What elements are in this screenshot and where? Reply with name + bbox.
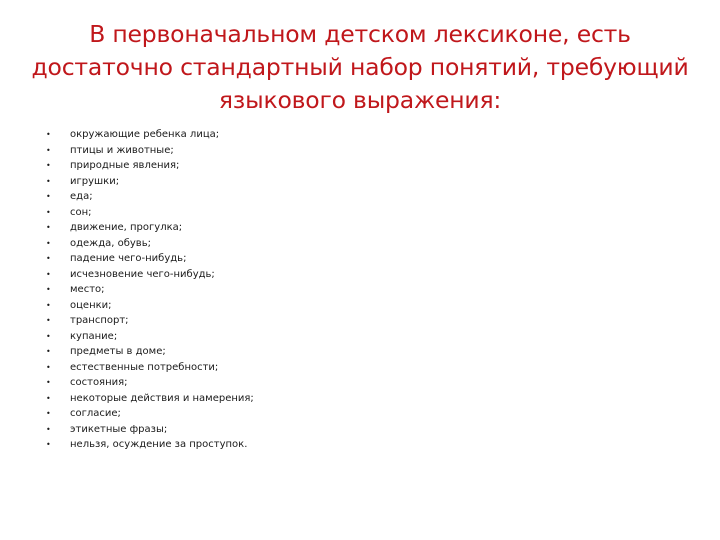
bullet-icon: • (46, 300, 51, 310)
list-item-text: одежда, обувь; (70, 237, 151, 249)
list-item (46, 329, 254, 345)
list-item (46, 298, 254, 314)
bullet-icon: • (46, 316, 51, 326)
list-item (46, 344, 254, 360)
bullet-icon: • (46, 378, 51, 388)
list-item-text: состояния; (70, 377, 128, 389)
slide-title: В первоначальном детском лексиконе, есть достаточно стандартный набор понятий, требующий языкового выражения: (31, 20, 689, 114)
bullet-icon: • (46, 192, 51, 202)
list-item (46, 360, 254, 376)
list-item (46, 251, 254, 267)
list-item-text: предметы в доме; (70, 346, 166, 358)
bullet-icon: • (46, 285, 51, 295)
list-item (46, 189, 254, 205)
list-item (46, 406, 254, 422)
bullet-icon: • (46, 145, 51, 155)
list-item-text: птицы и животные; (70, 144, 174, 156)
list-item-text: купание; (70, 330, 118, 342)
bullet-icon: • (46, 440, 51, 450)
list-item-text: еда; (70, 191, 93, 203)
list-item (46, 437, 254, 453)
list-item-text: движение, прогулка; (70, 222, 183, 234)
bullet-icon: • (46, 424, 51, 434)
list-item (46, 391, 254, 407)
bullet-icon: • (46, 393, 51, 403)
bullet-icon: • (46, 161, 51, 171)
list-item-text: игрушки; (70, 175, 120, 187)
list-item (46, 127, 254, 143)
list-item (46, 313, 254, 329)
list-item-text: оценки; (70, 299, 112, 311)
list-item (46, 220, 254, 236)
list-item-text: транспорт; (70, 315, 129, 327)
list-item-text: некоторые действия и намерения; (70, 392, 254, 404)
list-item-text: окружающие ребенка лица; (70, 129, 220, 141)
list-item (46, 143, 254, 159)
list-item-text: естественные потребности; (70, 361, 219, 373)
list-item (46, 282, 254, 298)
list-item-text: падение чего-нибудь; (70, 253, 187, 265)
list-item (46, 158, 254, 174)
list-item-text: нельзя, осуждение за проступок. (70, 439, 248, 451)
bullet-icon: • (46, 409, 51, 419)
list-item (46, 205, 254, 221)
list-item-text: сон; (70, 206, 92, 218)
list-item-text: этикетные фразы; (70, 423, 168, 435)
list-item-text: природные явления; (70, 160, 180, 172)
list-item-text: исчезновение чего-нибудь; (70, 268, 215, 280)
bullet-icon: • (46, 238, 51, 248)
bullet-icon: • (46, 207, 51, 217)
list-item-text: место; (70, 284, 105, 296)
bullet-icon: • (46, 362, 51, 372)
bullet-icon: • (46, 130, 51, 140)
list-item (46, 375, 254, 391)
bullet-icon: • (46, 176, 51, 186)
bullet-icon: • (46, 331, 51, 341)
list-item (46, 422, 254, 438)
bullet-icon: • (46, 269, 51, 279)
bullet-icon: • (46, 347, 51, 357)
list-item (46, 236, 254, 252)
bullet-icon: • (46, 254, 51, 264)
list-item (46, 174, 254, 190)
bullet-list (46, 127, 254, 453)
bullet-icon: • (46, 223, 51, 233)
list-item-text: согласие; (70, 408, 121, 420)
list-item (46, 267, 254, 283)
